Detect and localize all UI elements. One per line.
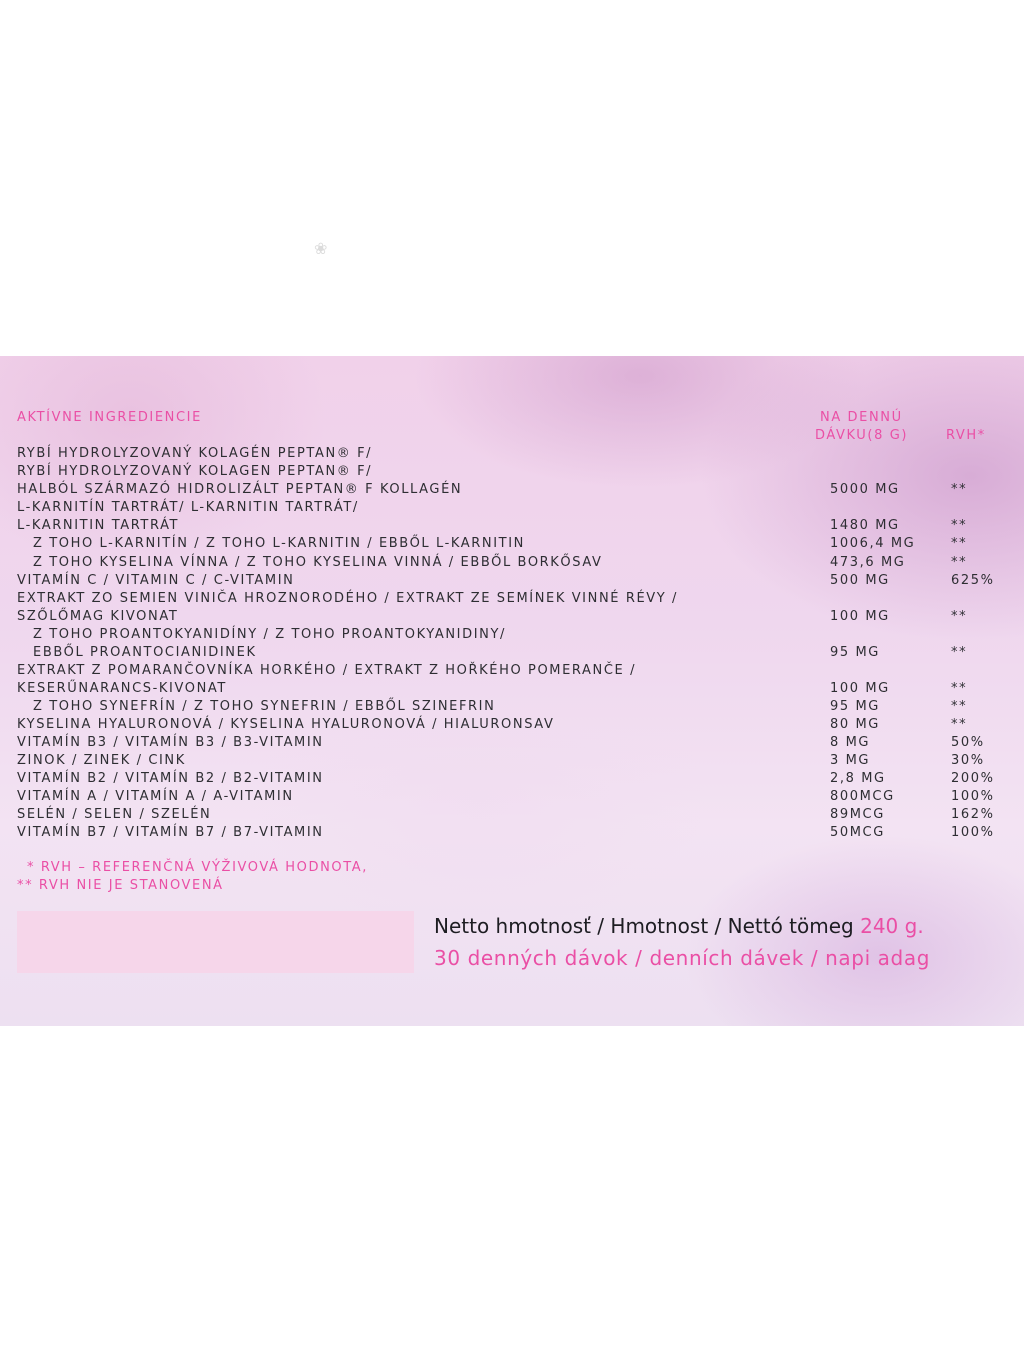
ingredient-rvh: ** [951,645,968,660]
table-row [0,644,1024,662]
ingredient-name: Z TOHO L-KARNITÍN / Z TOHO L-KARNITIN / EBBŐL L-KARNITIN [33,536,525,551]
ingredient-name: SELÉN / SELEN / SZELÉN [17,807,212,822]
ingredient-name: L-KARNITÍN TARTRÁT/ L-KARNITIN TARTRÁT/ [17,500,359,515]
ingredient-rvh: 162% [951,807,995,822]
table-row [0,608,1024,626]
ingredient-dose: 100 MG [830,609,890,624]
table-row [0,463,1024,481]
ingredient-name: ZINOK / ZINEK / CINK [17,753,186,768]
table-row [0,499,1024,517]
ingredient-dose: 95 MG [830,699,880,714]
net-weight [434,912,924,940]
table-row [0,517,1024,535]
ingredients-panel [0,356,1024,1026]
ingredient-name: KYSELINA HYALURONOVÁ / KYSELINA HYALURONOVÁ / HIALURONSAV [17,717,555,732]
table-row [0,734,1024,752]
net-weight-label: Netto hmotnosť / Hmotnost / Nettó tömeg [434,914,861,938]
ingredient-rvh: ** [951,699,968,714]
ingredient-rvh: 30% [951,753,985,768]
ingredient-dose: 800MCG [830,789,895,804]
ingredient-rvh: 200% [951,771,995,786]
table-row [0,572,1024,590]
ingredient-dose: 50MCG [830,825,885,840]
ingredient-name: Z TOHO KYSELINA VÍNNA / Z TOHO KYSELINA VINNÁ / EBBŐL BORKŐSAV [33,555,603,570]
ingredient-rvh: ** [951,518,968,533]
ingredient-dose: 8 MG [830,735,871,750]
table-row [0,590,1024,608]
ingredient-rvh: 625% [951,573,995,588]
ingredient-dose: 3 MG [830,753,871,768]
ingredient-name: EXTRAKT ZO SEMIEN VINIČA HROZNORODÉHO / EXTRAKT ZE SEMÍNEK VINNÉ RÉVY / [17,591,679,606]
ingredient-name: VITAMÍN B2 / VITAMÍN B2 / B2-VITAMIN [17,771,324,786]
ingredient-dose: 1006,4 MG [830,536,916,551]
ingredient-name: EBBŐL PROANTOCIANIDINEK [33,645,257,660]
ingredient-name: VITAMÍN C / VITAMIN C / C-VITAMIN [17,573,295,588]
daily-dose-header-line1: NA DENNÚ [820,410,903,425]
ingredient-rvh: ** [951,681,968,696]
ingredient-dose: 2,8 MG [830,771,886,786]
ingredient-name: HALBÓL SZÁRMAZÓ HIDROLIZÁLT PEPTAN® F KOLLAGÉN [17,482,463,497]
table-row [0,662,1024,680]
net-weight-value: 240 g. [860,914,924,938]
ingredient-name: SZŐLŐMAG KIVONAT [17,609,179,624]
table-row [0,445,1024,463]
table-row [0,680,1024,698]
ingredient-name: KESERŰNARANCS-KIVONAT [17,681,227,696]
table-row [0,788,1024,806]
table-row [0,626,1024,644]
ingredient-name: VITAMÍN B7 / VITAMÍN B7 / B7-VITAMIN [17,825,324,840]
ingredient-dose: 1480 MG [830,518,900,533]
ingredient-name: VITAMÍN A / VITAMÍN A / A-VITAMIN [17,789,294,804]
table-row [0,752,1024,770]
table-row [0,481,1024,499]
table-row [0,770,1024,788]
ingredient-dose: 500 MG [830,573,890,588]
ingredient-rvh: 50% [951,735,985,750]
ingredient-name: RYBÍ HYDROLYZOVANÝ KOLAGEN PEPTAN® F/ [17,464,373,479]
ingredient-dose: 95 MG [830,645,880,660]
daily-doses: 30 denných dávok / denních dávek / napi adag [434,946,930,970]
daily-dose-header-line2: DÁVKU(8 G) [815,428,909,443]
ingredient-rvh: ** [951,555,968,570]
table-row [0,806,1024,824]
ingredient-dose: 5000 MG [830,482,900,497]
ingredient-rvh: 100% [951,789,995,804]
footnote-rvh: * RVH – REFERENČNÁ VÝŽIVOVÁ HODNOTA, [27,860,368,875]
table-row [0,716,1024,734]
ingredient-name: RYBÍ HYDROLYZOVANÝ KOLAGÉN PEPTAN® F/ [17,446,373,461]
ingredient-dose: 89MCG [830,807,885,822]
ingredient-rvh: ** [951,717,968,732]
ingredient-name: EXTRAKT Z POMARANČOVNÍKA HORKÉHO / EXTRAKT Z HOŘKÉHO POMERANČE / [17,663,637,678]
ingredient-rvh: ** [951,536,968,551]
table-row [0,535,1024,553]
ingredient-rvh: ** [951,482,968,497]
footnote-rvh-not-set: ** RVH NIE JE STANOVENÁ [17,878,224,893]
table-row [0,824,1024,842]
table-row [0,554,1024,572]
faint-flower-icon: ❀ [314,239,328,258]
ingredient-rvh: ** [951,609,968,624]
ingredient-dose: 80 MG [830,717,880,732]
ingredient-rvh: 100% [951,825,995,840]
ingredient-dose: 100 MG [830,681,890,696]
ingredients-header: AKTÍVNE INGREDIENCIE [17,410,202,425]
ingredient-name: Z TOHO PROANTOKYANIDÍNY / Z TOHO PROANTOKYANIDINY/ [33,627,506,642]
rvh-header: RVH* [946,428,986,443]
table-row [0,698,1024,716]
ingredient-dose: 473,6 MG [830,555,906,570]
ingredient-name: VITAMÍN B3 / VITAMÍN B3 / B3-VITAMIN [17,735,324,750]
pink-label-box [17,911,414,973]
ingredient-name: Z TOHO SYNEFRÍN / Z TOHO SYNEFRIN / EBBŐL SZINEFRIN [33,699,496,714]
ingredient-name: L-KARNITIN TARTRÁT [17,518,180,533]
